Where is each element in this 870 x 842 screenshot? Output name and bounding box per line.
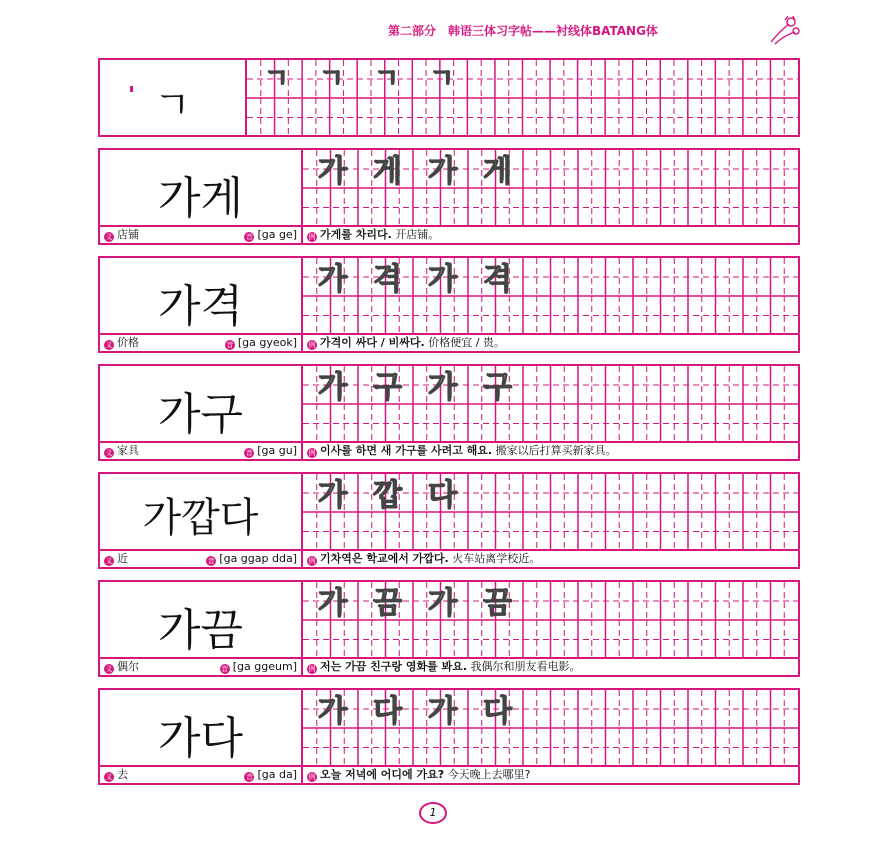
example-korean: 기차역은 학교에서 가깝다. bbox=[320, 552, 449, 565]
example-icon: 例 bbox=[308, 449, 316, 457]
meaning-text: 偶尔 bbox=[117, 660, 139, 673]
trace-glyph: 가 bbox=[318, 478, 347, 513]
romanization bbox=[206, 551, 297, 567]
meaning-icon: 义 bbox=[105, 665, 113, 673]
word-meaning bbox=[104, 335, 139, 351]
meaning-icon: 义 bbox=[105, 773, 113, 781]
trace-glyph: 가 bbox=[318, 154, 347, 189]
word-practice-block bbox=[98, 472, 800, 569]
header-title: 第二部分 韩语三体习字帖——衬线体BATANG体 bbox=[388, 24, 658, 38]
word-meaning bbox=[104, 551, 128, 567]
trace-glyph: 구 bbox=[483, 370, 512, 405]
example-icon: 例 bbox=[308, 773, 316, 781]
pronunciation-icon: 音 bbox=[207, 557, 215, 565]
word-practice-block bbox=[98, 688, 800, 785]
letter-cell bbox=[100, 60, 247, 135]
example-korean: 이사를 하면 새 가구를 사려고 해요. bbox=[320, 444, 493, 457]
romanization bbox=[225, 335, 297, 351]
example-chinese: 价格便宜 / 贵。 bbox=[428, 336, 505, 349]
trace-glyph: ㄱ bbox=[319, 64, 345, 94]
meaning-icon: 义 bbox=[105, 449, 113, 457]
romanization bbox=[244, 767, 297, 783]
example-sentence bbox=[307, 767, 530, 783]
example-chinese: 火车站离学校近。 bbox=[452, 552, 541, 565]
example-chinese: 搬家以后打算买新家具。 bbox=[495, 444, 617, 457]
trace-glyph: 가 bbox=[318, 262, 347, 297]
word-cell bbox=[100, 366, 303, 459]
trace-glyph: 구 bbox=[373, 370, 402, 405]
example-korean: 저는 가끔 친구랑 영화를 봐요. bbox=[320, 660, 468, 673]
pronunciation-icon: 音 bbox=[245, 449, 253, 457]
meaning-text: 店铺 bbox=[117, 228, 139, 241]
letter-practice-block bbox=[98, 58, 800, 137]
example-row bbox=[303, 441, 798, 459]
meaning-icon: 义 bbox=[105, 557, 113, 565]
trace-glyph: 다 bbox=[483, 694, 512, 729]
meaning-icon: 义 bbox=[105, 341, 113, 349]
trace-glyph: 가 bbox=[428, 262, 457, 297]
trace-glyph: 게 bbox=[483, 154, 512, 189]
romanization bbox=[244, 227, 297, 243]
example-row bbox=[303, 333, 798, 351]
example-sentence bbox=[307, 443, 617, 459]
trace-glyph: 가 bbox=[318, 370, 347, 405]
trace-glyph: ㄱ bbox=[429, 64, 455, 94]
example-chinese: 我偶尔和朋友看电影。 bbox=[470, 660, 581, 673]
meaning-icon: 义 bbox=[105, 233, 113, 241]
romanization-text: [ga ge] bbox=[257, 228, 297, 241]
romanization-text: [ga gu] bbox=[257, 444, 297, 457]
word-info-row bbox=[100, 549, 301, 567]
example-sentence bbox=[307, 227, 439, 243]
meaning-text: 近 bbox=[117, 552, 128, 565]
trace-glyph: 가 bbox=[428, 586, 457, 621]
trace-glyph: 끔 bbox=[373, 586, 402, 621]
word-info-row bbox=[100, 441, 301, 459]
romanization bbox=[244, 443, 297, 459]
word-meaning bbox=[104, 659, 139, 675]
trace-glyph: 격 bbox=[483, 262, 512, 297]
example-row bbox=[303, 765, 798, 783]
trace-glyph: 다 bbox=[428, 478, 457, 513]
example-icon: 例 bbox=[308, 233, 316, 241]
example-row bbox=[303, 225, 798, 243]
romanization-text: [ga gyeok] bbox=[237, 336, 297, 349]
word-meaning bbox=[104, 767, 128, 783]
word-info-row bbox=[100, 765, 301, 783]
word-info-row bbox=[100, 333, 301, 351]
pronunciation-icon: 音 bbox=[245, 773, 253, 781]
word-meaning bbox=[104, 227, 139, 243]
example-korean: 오늘 저녁에 어디에 가요? bbox=[320, 768, 445, 781]
example-korean: 가게를 차리다. bbox=[320, 228, 392, 241]
example-korean: 가격이 싸다 / 비싸다. bbox=[320, 336, 425, 349]
practice-letter: ㄱ bbox=[154, 83, 191, 127]
word-practice-block bbox=[98, 256, 800, 353]
pronunciation-icon: 音 bbox=[226, 341, 234, 349]
practice-word: 가게 bbox=[157, 173, 243, 224]
example-sentence bbox=[307, 335, 505, 351]
practice-word: 가깝다 bbox=[142, 495, 259, 541]
word-cell bbox=[100, 690, 303, 783]
trace-glyph: 다 bbox=[373, 694, 402, 729]
word-practice-block bbox=[98, 580, 800, 677]
word-info-row bbox=[100, 225, 301, 243]
trace-glyph: ㄱ bbox=[374, 64, 400, 94]
example-sentence bbox=[307, 551, 540, 567]
trace-glyph: 게 bbox=[373, 154, 402, 189]
example-icon: 例 bbox=[308, 341, 316, 349]
word-cell bbox=[100, 582, 303, 675]
trace-glyph: 깝 bbox=[373, 478, 402, 513]
practice-word: 가격 bbox=[157, 281, 243, 332]
practice-word: 가다 bbox=[157, 713, 243, 764]
trace-glyph: 격 bbox=[373, 262, 402, 297]
word-practice-block bbox=[98, 364, 800, 461]
example-row bbox=[303, 549, 798, 567]
practice-word: 가구 bbox=[157, 389, 243, 440]
trace-glyph: ㄱ bbox=[263, 64, 290, 94]
pronunciation-icon: 音 bbox=[245, 233, 253, 241]
trace-glyph: 가 bbox=[318, 586, 347, 621]
example-icon: 例 bbox=[308, 557, 316, 565]
example-sentence bbox=[307, 659, 581, 675]
page-number: 1 bbox=[419, 802, 447, 824]
trace-glyph: 가 bbox=[318, 694, 347, 729]
romanization-text: [ga da] bbox=[257, 768, 297, 781]
word-cell bbox=[100, 150, 303, 243]
page-header bbox=[380, 20, 800, 48]
meaning-text: 去 bbox=[117, 768, 128, 781]
meaning-text: 家具 bbox=[117, 444, 139, 457]
word-meaning bbox=[104, 443, 139, 459]
romanization bbox=[220, 659, 297, 675]
word-cell bbox=[100, 474, 303, 567]
word-cell bbox=[100, 258, 303, 351]
word-info-row bbox=[100, 657, 301, 675]
trace-glyph: 가 bbox=[428, 694, 457, 729]
example-chinese: 开店铺。 bbox=[395, 228, 440, 241]
trace-glyph: 가 bbox=[428, 154, 457, 189]
example-row bbox=[303, 657, 798, 675]
example-icon: 例 bbox=[308, 665, 316, 673]
romanization-text: [ga ggeum] bbox=[232, 660, 297, 673]
romanization-text: [ga ggap dda] bbox=[219, 552, 297, 565]
meaning-text: 价格 bbox=[117, 336, 139, 349]
example-chinese: 今天晚上去哪里? bbox=[447, 768, 531, 781]
trace-glyph: 가 bbox=[428, 370, 457, 405]
pronunciation-icon: 音 bbox=[221, 665, 229, 673]
trace-glyph: 끔 bbox=[483, 586, 512, 621]
word-practice-block bbox=[98, 148, 800, 245]
flower-decoration-icon bbox=[765, 14, 803, 48]
practice-word: 가끔 bbox=[157, 605, 243, 656]
